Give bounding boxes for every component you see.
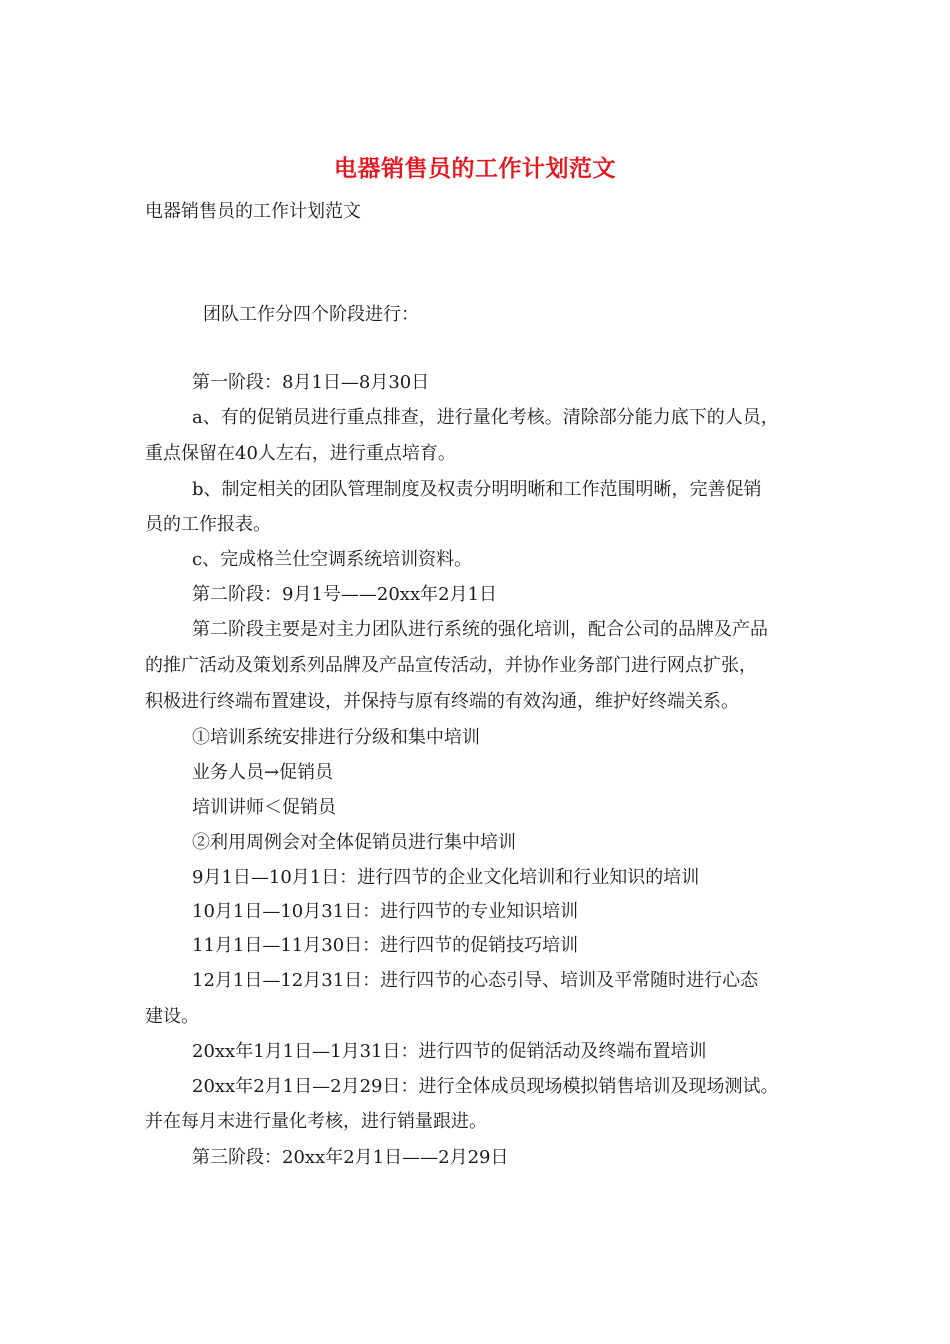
paragraph-line: a、有的促销员进行重点排查，进行量化考核。清除部分能力底下的人员，: [192, 407, 779, 428]
list-item: ①培训系统安排进行分级和集中培训: [192, 727, 480, 748]
list-item: 培训讲师＜促销员: [192, 797, 336, 818]
schedule-item: 20xx年2月1日—2月29日：进行全体成员现场模拟销售培训及现场测试。: [192, 1076, 779, 1097]
schedule-item: 11月1日—11月30日：进行四节的促销技巧培训: [192, 935, 579, 956]
paragraph-line: b、制定相关的团队管理制度及权责分明明晰和工作范围明晰，完善促销: [192, 479, 762, 500]
schedule-item: 9月1日—10月1日：进行四节的企业文化培训和行业知识的培训: [192, 867, 700, 888]
document-subtitle: 电器销售员的工作计划范文: [145, 201, 361, 222]
paragraph-line: 重点保留在40人左右，进行重点培育。: [145, 443, 456, 464]
paragraph-line: 积极进行终端布置建设，并保持与原有终端的有效沟通，维护好终端关系。: [145, 691, 739, 712]
paragraph-line: 的推广活动及策划系列品牌及产品宣传活动，并协作业务部门进行网点扩张，: [145, 655, 757, 676]
paragraph-line: 第二阶段主要是对主力团队进行系统的强化培训，配合公司的品牌及产品: [192, 619, 768, 640]
paragraph-line: 并在每月末进行量化考核，进行销量跟进。: [145, 1111, 487, 1132]
schedule-item: 20xx年1月1日—1月31日：进行四节的促销活动及终端布置培训: [192, 1041, 707, 1062]
stage-two-heading: 第二阶段：9月1号——20xx年2月1日: [192, 584, 498, 605]
list-item: ②利用周例会对全体促销员进行集中培训: [192, 832, 516, 853]
document-title: 电器销售员的工作计划范文: [334, 155, 616, 182]
stage-one-heading: 第一阶段：8月1日—8月30日: [192, 372, 430, 393]
schedule-item: 10月1日—10月31日：进行四节的专业知识培训: [192, 901, 579, 922]
paragraph-line: 员的工作报表。: [145, 514, 271, 535]
stage-three-heading: 第三阶段：20xx年2月1日——2月29日: [192, 1147, 509, 1168]
paragraph-line: 建设。: [145, 1006, 199, 1027]
paragraph-line: c、完成格兰仕空调系统培训资料。: [192, 549, 473, 570]
intro-paragraph: 团队工作分四个阶段进行：: [203, 304, 419, 325]
schedule-item: 12月1日—12月31日：进行四节的心态引导、培训及平常随时进行心态: [192, 970, 759, 991]
list-item: 业务人员→促销员: [192, 762, 334, 783]
